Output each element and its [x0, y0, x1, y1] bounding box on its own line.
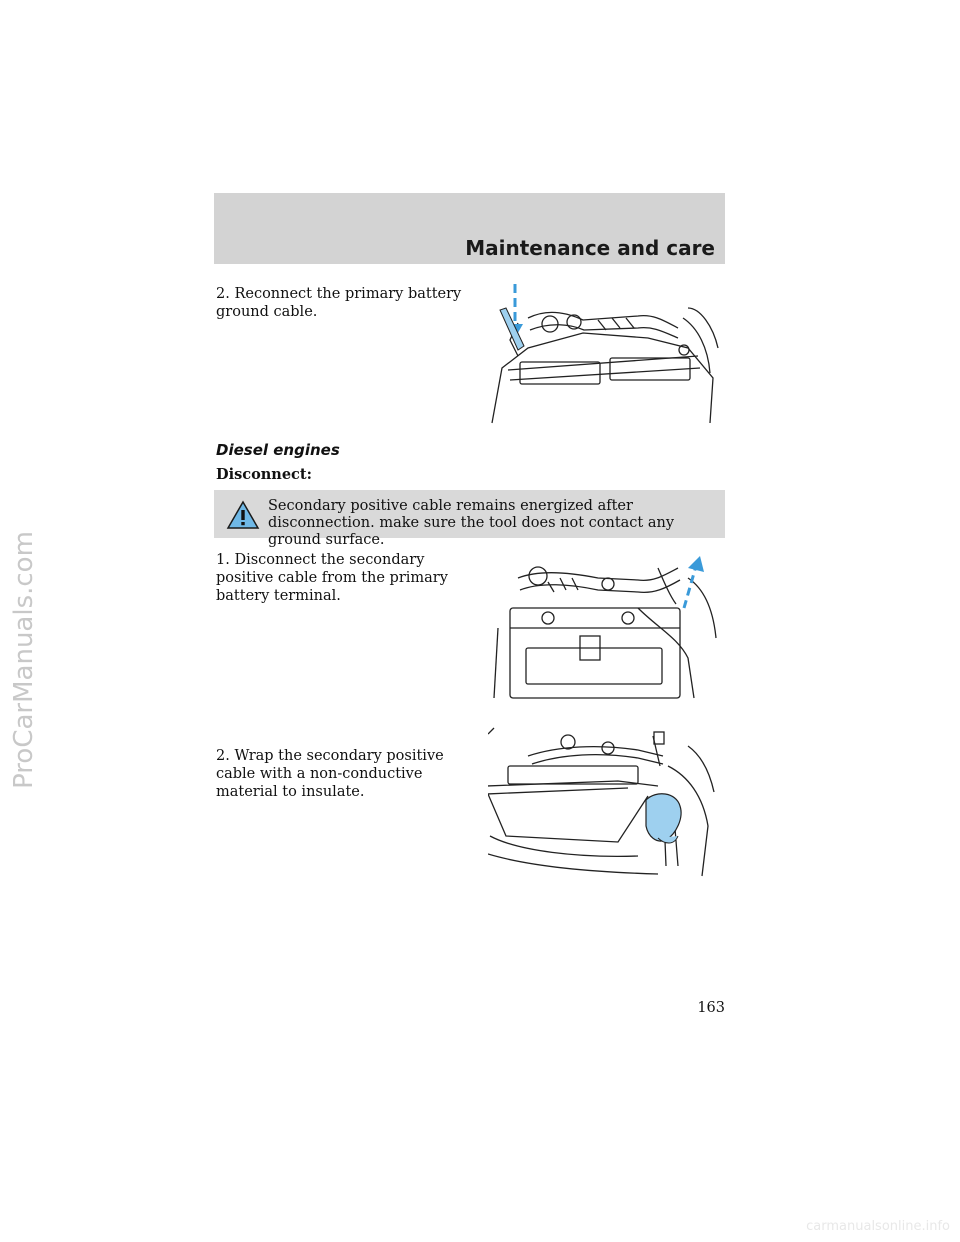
warning-text: Secondary positive cable remains energized after disconnection. make sure the tool does not contact any ground surface.	[268, 498, 675, 548]
watermark	[4, 470, 44, 850]
watermark-text: ProCarManuals.com	[9, 531, 39, 789]
step-reconnect-ground: 2. Reconnect the primary battery ground cable.	[216, 286, 462, 320]
section-header	[214, 193, 725, 264]
page-number: 163	[697, 1000, 725, 1016]
step-wrap-secondary: 2. Wrap the secondary positive cable with a non-conductive material to insulate.	[216, 748, 444, 800]
insulate-cable-illustration	[488, 726, 723, 886]
ground-cable-illustration	[488, 278, 723, 428]
footer-mark: carmanualsonline.info	[806, 1219, 950, 1234]
step-disconnect-secondary: 1. Disconnect the secondary positive cable from the primary battery terminal.	[216, 552, 448, 604]
disconnect-label: Disconnect:	[216, 466, 312, 483]
warning-triangle-icon	[226, 500, 260, 530]
section-title: Maintenance and care	[465, 236, 715, 260]
diesel-engines-heading: Diesel engines	[216, 441, 340, 459]
warning-box	[214, 490, 725, 548]
secondary-cable-illustration	[488, 548, 723, 718]
